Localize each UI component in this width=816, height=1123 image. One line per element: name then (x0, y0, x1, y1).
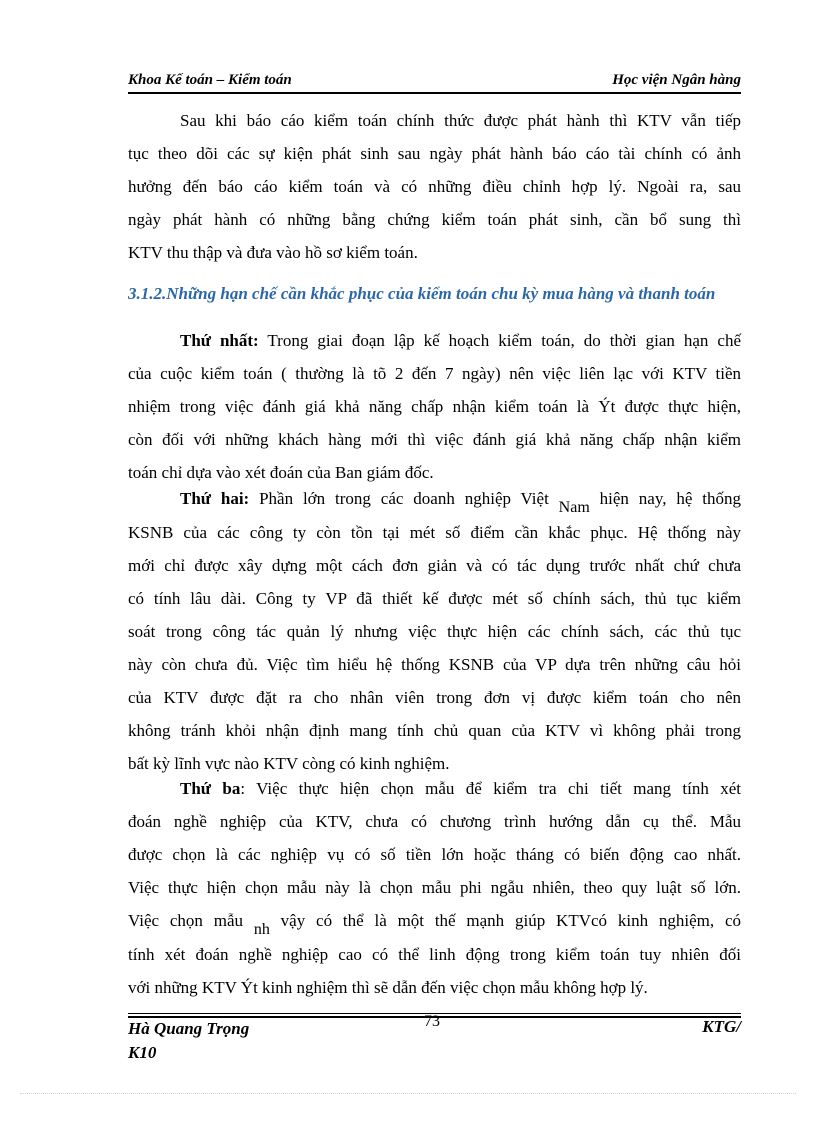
paragraph-4 (128, 772, 741, 1004)
text-line (128, 324, 741, 357)
footer-author (128, 1017, 249, 1065)
text-span: : Việc thực hiện chọn mẫu để kiểm tra chi tiết mang tính xét (240, 779, 742, 798)
text-line: Sau khi báo cáo kiểm toán chính thức được phát hành thì KTV vẫn tiếp (180, 111, 741, 130)
text-line: KSNB của các công ty còn tồn tại mét số điểm cần khắc phục. Hệ thống này (128, 523, 741, 542)
text-line: hưởng đến báo cáo kiểm toán và có những điều chỉnh hợp lý. Ngoài ra, sau (128, 177, 741, 196)
header-divider (128, 92, 741, 94)
text-line: mới chỉ được xây dựng một cách đơn giản và có tác dụng trước nhất chứ chưa (128, 556, 741, 575)
text-span: vậy có thể là một thế mạnh giúp KTVcó kinh nghiệm, có (269, 911, 741, 930)
text-line: đoán nghề nghiệp của KTV, chưa có chương trình hướng dẫn cụ thể. Mẫu (128, 812, 741, 831)
page-header (128, 72, 741, 92)
text-span: Việc chọn mẫu (128, 911, 254, 930)
text-line: bất kỳ lĩnh vực nào KTV còng có kinh nghiệm. (128, 754, 450, 773)
text-line: nhiệm trong việc đánh giá khả năng chấp nhận kiểm toán là Ýt được thực hiện, (128, 397, 741, 416)
header-faculty: Khoa Kế toán – Kiểm toán (128, 72, 292, 88)
header-institution: Học viện Ngân hàng (612, 72, 741, 88)
lead-term: Thứ ba (180, 779, 241, 798)
text-line: của KTV được đặt ra cho nhân viên trong đơn vị được kiểm toán cho nên (128, 688, 741, 707)
text-line: còn đối với những khách hàng mới thì việc đánh giá khả năng chấp nhận kiểm (128, 430, 741, 449)
text-line (128, 772, 741, 805)
text-span: Trong giai đoạn lập kế hoạch kiểm toán, do thời gian hạn chế (258, 331, 741, 350)
raised-word: nh (253, 921, 270, 938)
text-line (128, 482, 741, 516)
text-line: KTV thu thập và đưa vào hồ sơ kiểm toán. (128, 243, 418, 262)
footer-class-code: KTG/ (702, 1017, 741, 1036)
paragraph-1 (128, 104, 741, 269)
text-span: hiện nay, hệ thống (589, 489, 741, 508)
paragraph-2 (128, 324, 741, 489)
text-span: Phần lớn trong các doanh nghiệp Việt (249, 489, 559, 508)
text-line: không tránh khỏi nhận định mang tính chủ quan của KTV vì không phải trong (128, 721, 741, 740)
text-line: toán chỉ dựa vào xét đoán của Ban giám đốc. (128, 463, 434, 482)
lead-term: Thứ nhất: (180, 331, 259, 350)
raised-word: Nam (558, 499, 590, 516)
page-bottom-dotted-border (20, 1093, 796, 1094)
author-class: K10 (128, 1043, 157, 1062)
author-name: Hà Quang Trọng (128, 1019, 250, 1038)
text-line: với những KTV Ýt kinh nghiệm thì sẽ dẫn đến việc chọn mẫu không hợp lý. (128, 978, 648, 997)
text-line: tục theo dõi các sự kiện phát sinh sau ngày phát hành báo cáo tài chính có ảnh (128, 144, 741, 163)
text-line: có tính lâu dài. Công ty VP đã thiết kế được mét số chính sách, thủ tục kiểm (128, 589, 741, 608)
page-number: 73 (424, 1013, 440, 1030)
paragraph-3 (128, 482, 741, 780)
text-line: của cuộc kiểm toán ( thường là tõ 2 đến 7 ngày) nên việc liên lạc với KTV tiền (128, 364, 741, 383)
text-line (128, 904, 741, 938)
section-heading: 3.1.2.Những hạn chế cần khắc phục của kiểm toán chu kỳ mua hàng và thanh toán (128, 284, 716, 303)
text-line: tính xét đoán nghề nghiệp cao có thể linh động trong kiểm toán tuy nhiên đối (128, 945, 741, 964)
lead-term: Thứ hai: (180, 489, 250, 508)
text-line: ngày phát hành có những bằng chứng kiểm toán phát sinh, cần bổ sung thì (128, 210, 741, 229)
text-line: Việc thực hiện chọn mẫu này là chọn mẫu phi ngẫu nhiên, theo quy luật số lớn. (128, 878, 741, 897)
text-line: này còn chưa đủ. Việc tìm hiểu hệ thống KSNB của VP dựa trên những câu hỏi (128, 655, 741, 674)
text-line: soát trong công tác quản lý nhưng việc thực hiện các chính sách, các thủ tục (128, 622, 741, 641)
text-line: được chọn là các nghiệp vụ có số tiền lớn hoặc tháng có biến động cao nhất. (128, 845, 741, 864)
